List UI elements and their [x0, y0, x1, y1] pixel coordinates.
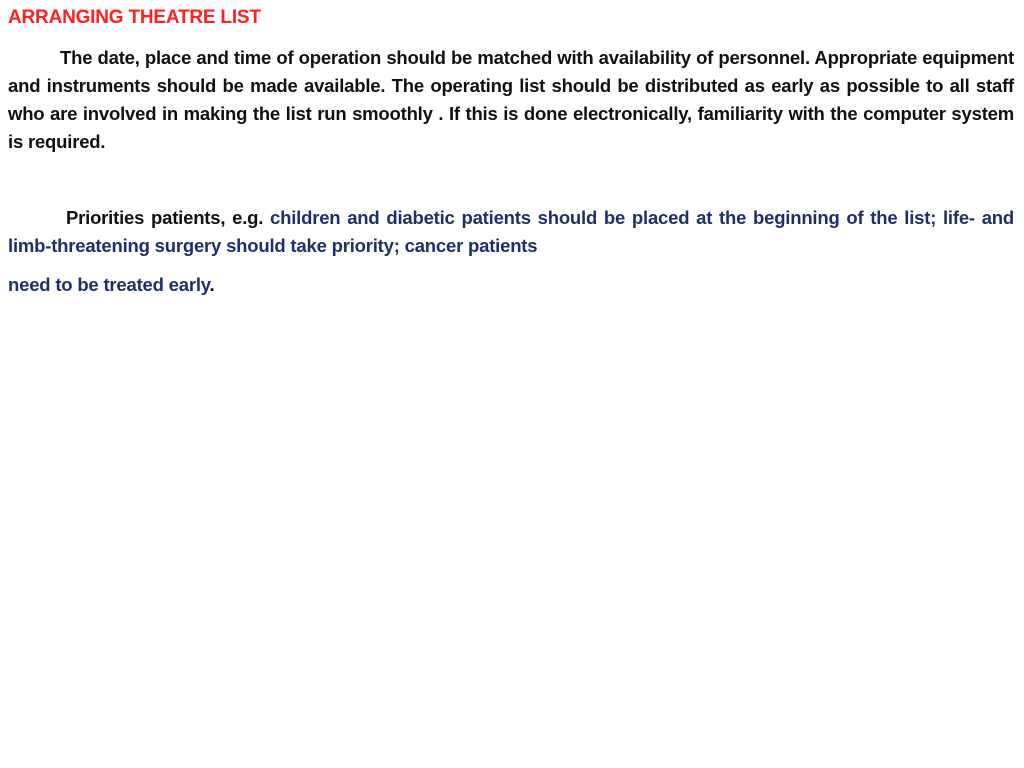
- cancer-early-highlight-text: need to be treated early: [8, 274, 210, 295]
- priorities-lead-text: Priorities patients, e.g.: [66, 207, 271, 228]
- paragraph-cancer-early: [8, 271, 214, 299]
- cancer-early-period: .: [209, 274, 215, 295]
- paragraph-priorities: [8, 204, 1014, 260]
- priorities-highlight-text: children and diabetic patients should be placed at the beginning of the list; life- and limb-threatening surgery should take priority; cancer patients: [8, 207, 1014, 256]
- paragraph-personnel: The date, place and time of operation should be matched with availability of personnel. Appropriate equipment and instruments should be made available. The operating list should be distributed as early as possible to all staff who are involved in making the list run smoothly . If this is done electronically, familiarity with the computer system is required.: [8, 47, 1014, 152]
- slide-title: ARRANGING THEATRE LIST: [8, 7, 261, 28]
